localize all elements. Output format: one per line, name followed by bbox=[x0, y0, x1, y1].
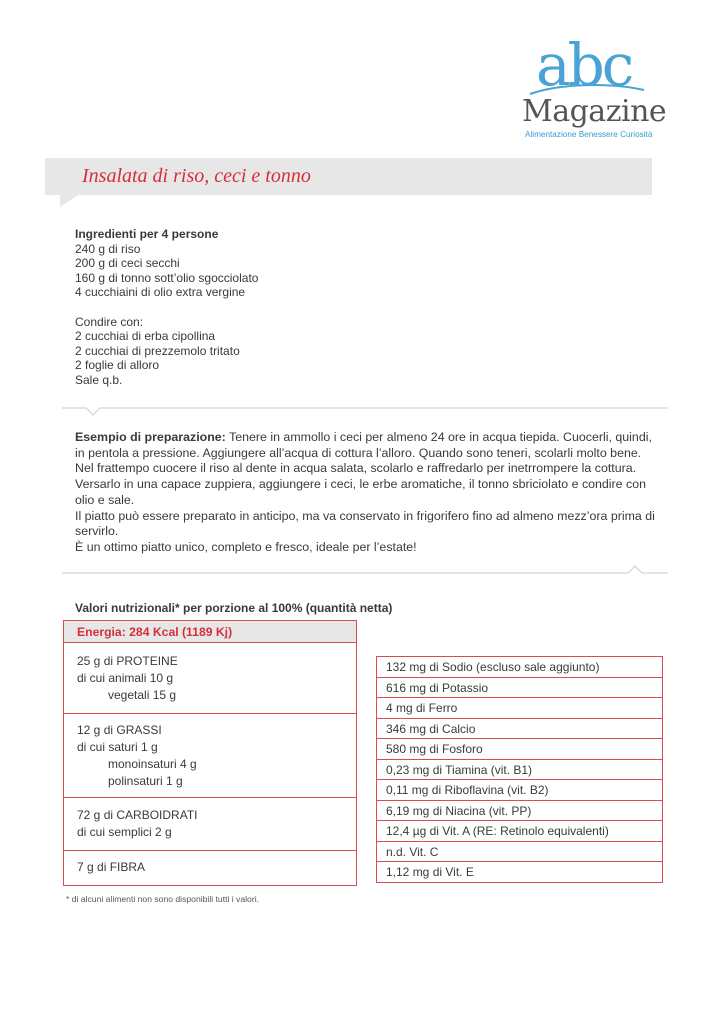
nutrition-title: Valori nutrizionali* per porzione al 100% (quantità netta) bbox=[75, 601, 393, 615]
preparation-line: Versarlo in una capace zuppiera, aggiungere i ceci, le erbe aromatiche, il tonno sbriciolato e condire con bbox=[75, 477, 646, 492]
preparation-line: in pentola a pressione. Aggiungere all’acqua di cottura l’alloro. Quando sono teneri, scolarli molto bene. bbox=[75, 445, 642, 460]
seasoning-item: 2 cucchiai di erba cipollina bbox=[75, 329, 216, 344]
ingredients-section bbox=[75, 227, 635, 388]
ingredient-item: 4 cucchiaini di olio extra vergine bbox=[75, 285, 246, 300]
ingredient-item: 200 g di ceci secchi bbox=[75, 256, 180, 271]
fiber-main: 7 g di FIBRA bbox=[77, 860, 146, 874]
mineral-row: 6,19 mg di Niacina (vit. PP) bbox=[377, 801, 662, 822]
energy-row: Energia: 284 Kcal (1189 Kj) bbox=[64, 621, 356, 643]
table-divider bbox=[64, 713, 356, 714]
logo-magazine-text: Magazine bbox=[522, 94, 667, 129]
mineral-row: 132 mg di Sodio (escluso sale aggiunto) bbox=[377, 657, 662, 678]
table-divider bbox=[64, 797, 356, 798]
preparation-line: Tenere in ammollo i ceci per almeno 24 ore in acqua tiepida. Cuocerli, quindi, bbox=[225, 430, 652, 444]
seasoning-item: 2 foglie di alloro bbox=[75, 358, 160, 373]
preparation-line: Il piatto può essere preparato in anticipo, ma va conservato in frigorifero fino ad almeno mezz’ora prima di bbox=[75, 508, 655, 523]
preparation-line: servirlo. bbox=[75, 524, 119, 539]
mineral-row: n.d. Vit. C bbox=[377, 842, 662, 863]
fat-sub: polinsaturi 1 g bbox=[108, 774, 183, 788]
abc-magazine-logo bbox=[516, 31, 667, 142]
mineral-row: 0,23 mg di Tiamina (vit. B1) bbox=[377, 760, 662, 781]
preparation-line: Nel frattempo cuocere il riso al dente in acqua salata, scolarlo e raffredarlo per inetrrompere la cottura. bbox=[75, 461, 637, 476]
footnote: * di alcuni alimenti non sono disponibili tutti i valori. bbox=[66, 894, 259, 904]
ingredients-heading: Ingredienti per 4 persone bbox=[75, 227, 219, 241]
ingredient-item: 160 g di tonno sott’olio sgocciolato bbox=[75, 270, 259, 285]
mineral-row: 580 mg di Fosforo bbox=[377, 739, 662, 760]
minerals-table bbox=[376, 656, 663, 883]
fat-sub: di cui saturi 1 g bbox=[77, 740, 158, 754]
fiber-block bbox=[64, 859, 356, 876]
preparation-section bbox=[75, 430, 660, 556]
fat-block bbox=[64, 722, 356, 790]
preparation-label: Esempio di preparazione: bbox=[75, 430, 226, 444]
mineral-row: 4 mg di Ferro bbox=[377, 698, 662, 719]
mineral-row: 1,12 mg di Vit. E bbox=[377, 862, 662, 883]
macros-table bbox=[63, 620, 357, 886]
table-divider bbox=[64, 850, 356, 851]
mineral-row: 12,4 µg di Vit. A (RE: Retinolo equivalenti) bbox=[377, 821, 662, 842]
ingredient-item: 240 g di riso bbox=[75, 241, 141, 256]
protein-block bbox=[64, 653, 356, 704]
mineral-row: 346 mg di Calcio bbox=[377, 719, 662, 740]
preparation-line: È un ottimo piatto unico, completo e fresco, ideale per l’estate! bbox=[75, 539, 417, 554]
fat-sub: monoinsaturi 4 g bbox=[108, 757, 197, 771]
mineral-row: 0,11 mg di Riboflavina (vit. B2) bbox=[377, 780, 662, 801]
seasoning-item: 2 cucchiai di prezzemolo tritato bbox=[75, 343, 240, 358]
protein-main: 25 g di PROTEINE bbox=[77, 654, 178, 668]
fat-main: 12 g di GRASSI bbox=[77, 723, 162, 737]
recipe-title: Insalata di riso, ceci e tonno bbox=[82, 165, 311, 187]
divider-preparation bbox=[62, 564, 668, 578]
carbs-main: 72 g di CARBOIDRATI bbox=[77, 808, 198, 822]
logo-abc-text: abc bbox=[536, 31, 632, 99]
logo-tagline: Alimentazione Benessere Curiosità bbox=[525, 130, 653, 139]
seasoning-heading: Condire con: bbox=[75, 314, 144, 329]
protein-sub: vegetali 15 g bbox=[108, 688, 177, 702]
preparation-line: olio e sale. bbox=[75, 492, 135, 507]
title-bar-tail bbox=[60, 195, 78, 207]
seasoning-item: Sale q.b. bbox=[75, 372, 123, 387]
protein-sub: di cui animali 10 g bbox=[77, 671, 174, 685]
divider-ingredients bbox=[62, 402, 668, 416]
carbs-sub: di cui semplici 2 g bbox=[77, 825, 172, 839]
mineral-row: 616 mg di Potassio bbox=[377, 678, 662, 699]
carbs-block bbox=[64, 807, 356, 841]
